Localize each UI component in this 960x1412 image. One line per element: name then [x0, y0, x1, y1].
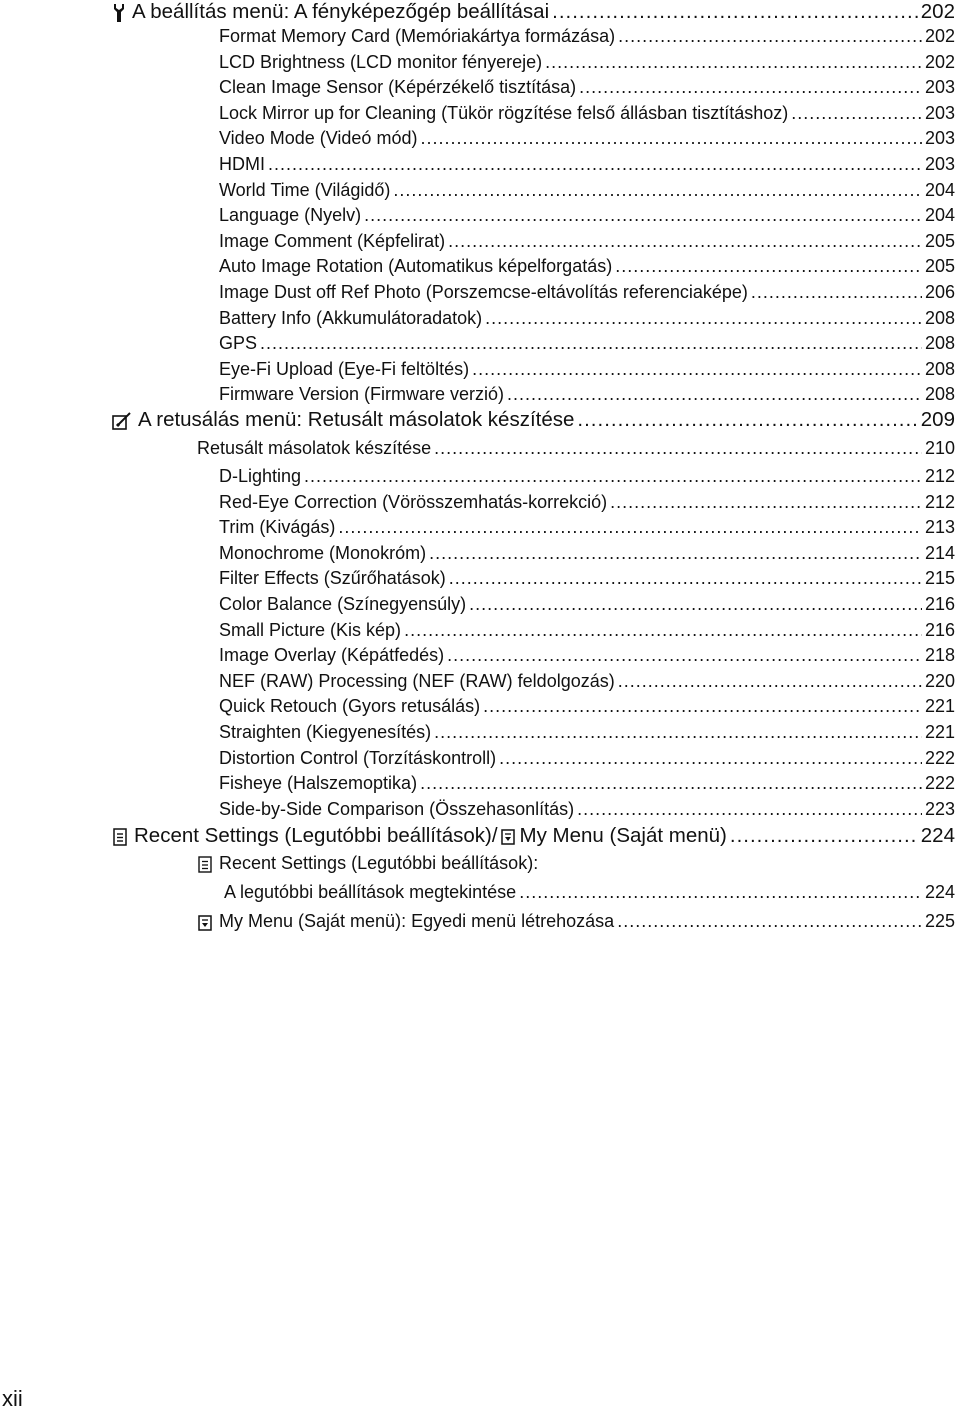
toc-item-label: GPS	[219, 333, 258, 354]
toc-item-label: World Time (Világidő)	[219, 179, 391, 200]
toc-item[interactable]	[219, 671, 955, 695]
dot-leader	[404, 620, 922, 641]
dot-leader	[577, 408, 917, 432]
toc-page-number: 204	[924, 205, 955, 226]
toc-page-number: 221	[924, 722, 955, 742]
dot-leader	[499, 748, 922, 769]
toc-section-setup-menu[interactable]	[112, 0, 955, 26]
toc-item-label: Quick Retouch (Gyors retusálás)	[219, 696, 481, 717]
dot-leader	[617, 911, 922, 932]
toc-item[interactable]	[219, 466, 955, 490]
dot-leader	[448, 231, 922, 252]
dot-leader	[577, 799, 922, 820]
dot-leader	[507, 384, 922, 405]
toc-item-label: Color Balance (Színegyensúly)	[219, 594, 467, 614]
toc-item-label: Side-by-Side Comparison (Összehasonlítás)	[219, 798, 575, 819]
toc-item-label: Lock Mirror up for Cleaning (Tükör rögzítése felső állásban tisztításhoz)	[219, 102, 789, 123]
dot-leader	[545, 52, 922, 73]
toc-item[interactable]	[219, 52, 955, 76]
toc-page-number: 203	[924, 128, 955, 149]
toc-item[interactable]	[219, 594, 955, 618]
toc-item-label: Straighten (Kiegyenesítés)	[219, 722, 432, 742]
toc-page-number: 212	[924, 491, 955, 512]
toc-page-number: 215	[924, 568, 955, 589]
page-number: xii	[2, 1386, 23, 1411]
toc-page-number: 208	[924, 358, 955, 379]
toc-subheading-recent-settings[interactable]	[197, 853, 955, 877]
toc-item[interactable]	[219, 231, 955, 255]
toc-item-label: My Menu (Saját menü): Egyedi menü létrehozása	[219, 911, 615, 931]
dot-leader	[519, 882, 922, 903]
toc-page-number: 212	[924, 466, 955, 486]
toc-page-number: 220	[924, 670, 955, 691]
toc-item[interactable]	[219, 128, 955, 152]
dot-leader	[434, 438, 922, 459]
toc-item[interactable]	[219, 722, 955, 746]
toc-page-number: 223	[924, 798, 955, 819]
toc-item[interactable]	[219, 696, 955, 720]
toc-item-label: D-Lighting	[219, 466, 302, 486]
dot-leader	[579, 77, 922, 98]
toc-section-title-part2: My Menu (Saját menü)	[519, 824, 727, 847]
toc-item-my-menu[interactable]	[197, 911, 955, 935]
toc-subheading-retouch[interactable]	[197, 438, 955, 462]
toc-page-number: 224	[924, 882, 955, 902]
dot-leader	[429, 543, 922, 564]
dot-leader	[364, 205, 922, 226]
toc-item-label: Format Memory Card (Memóriakártya formázása)	[219, 26, 616, 46]
dot-leader	[730, 824, 918, 848]
dot-leader	[615, 256, 922, 277]
toc-item-label: Retusált másolatok készítése	[197, 438, 432, 458]
toc-item-label: Video Mode (Videó mód)	[219, 128, 418, 149]
recent-icon	[197, 856, 213, 874]
toc-page-number: 208	[924, 333, 955, 354]
toc-item-label: Language (Nyelv)	[219, 205, 362, 226]
toc-page-number: 210	[924, 438, 955, 458]
toc-item-label: Image Overlay (Képátfedés)	[219, 645, 445, 666]
toc-section-recent-mymenu[interactable]	[112, 824, 955, 850]
toc-item-label: LCD Brightness (LCD monitor fényereje)	[219, 51, 543, 72]
toc-item-recent-settings-view[interactable]	[224, 882, 955, 906]
toc-section-retouch-menu[interactable]	[112, 408, 955, 434]
toc-page-number: 222	[924, 747, 955, 768]
toc-item-label: NEF (RAW) Processing (NEF (RAW) feldolgozás)	[219, 670, 615, 691]
toc-item-label: Battery Info (Akkumulátoradatok)	[219, 307, 483, 328]
dot-leader	[420, 128, 921, 149]
dot-leader	[552, 0, 918, 24]
toc-item[interactable]	[219, 748, 955, 772]
mymenu-icon	[500, 828, 516, 846]
toc-item[interactable]	[219, 256, 955, 280]
toc-page-number: 203	[924, 77, 955, 98]
toc-item-label: Recent Settings (Legutóbbi beállítások):	[219, 853, 539, 873]
toc-page-number: 222	[924, 773, 955, 794]
dot-leader	[268, 154, 922, 175]
toc-item[interactable]	[219, 26, 955, 50]
toc-item-label: Monochrome (Monokróm)	[219, 542, 427, 563]
toc-section-title-part1: Recent Settings (Legutóbbi beállítások)/	[134, 824, 498, 847]
toc-item[interactable]	[219, 333, 955, 357]
dot-leader	[304, 466, 922, 487]
toc-item-label: Auto Image Rotation (Automatikus képelforgatás)	[219, 256, 613, 277]
dot-leader	[472, 359, 922, 380]
toc-item[interactable]	[219, 492, 955, 516]
toc-item-label: HDMI	[219, 154, 265, 174]
toc-page-number: 213	[924, 517, 955, 538]
toc-page-number: 208	[924, 307, 955, 328]
toc-item-label: Clean Image Sensor (Képérzékelő tisztítása)	[219, 77, 577, 98]
toc-page-number: 225	[924, 911, 955, 931]
dot-leader	[618, 671, 922, 692]
toc-item-label: Eye-Fi Upload (Eye-Fi feltöltés)	[219, 358, 470, 379]
toc-page-number: 206	[924, 282, 955, 302]
toc-item[interactable]	[219, 799, 955, 823]
toc-item-label: Image Dust off Ref Photo (Porszemcse-eltávolítás referenciaképe)	[219, 282, 748, 302]
toc-section-title: A beállítás menü: A fényképezőgép beállításai	[132, 0, 550, 23]
recent-icon	[112, 827, 128, 847]
toc-page-number: 216	[924, 619, 955, 640]
toc-item[interactable]	[219, 77, 955, 101]
toc-item[interactable]	[219, 620, 955, 644]
dot-leader	[260, 333, 922, 354]
toc-page-number: 203	[924, 154, 955, 174]
toc-item[interactable]	[219, 103, 955, 127]
retouch-icon	[112, 411, 132, 431]
toc-page-number: 202	[920, 0, 955, 23]
toc-item[interactable]	[219, 568, 955, 592]
toc-item-label: Distortion Control (Torzításkontroll)	[219, 747, 497, 768]
dot-leader	[420, 773, 922, 794]
toc-item[interactable]	[219, 517, 955, 541]
toc-page-number: 203	[924, 102, 955, 123]
dot-leader	[447, 645, 922, 666]
dot-leader	[449, 568, 922, 589]
toc-section-title: A retusálás menü: Retusált másolatok készítése	[138, 408, 575, 431]
dot-leader	[610, 492, 922, 513]
toc-page-number: 202	[924, 51, 955, 72]
toc-item-label: Firmware Version (Firmware verzió)	[219, 384, 505, 405]
dot-leader	[791, 103, 922, 124]
toc-item[interactable]	[219, 543, 955, 567]
toc-item-label: A legutóbbi beállítások megtekintése	[224, 882, 517, 902]
toc-page-number: 205	[924, 230, 955, 251]
dot-leader	[338, 517, 922, 538]
toc-item[interactable]	[219, 384, 955, 408]
toc-item-label: Fisheye (Halszemoptika)	[219, 773, 418, 794]
toc-page-number: 204	[924, 179, 955, 200]
toc-page-number: 208	[924, 384, 955, 405]
dot-leader	[618, 26, 922, 47]
toc-item-label: Red-Eye Correction (Vörösszemhatás-korrekció)	[219, 491, 608, 512]
dot-leader	[393, 180, 922, 201]
toc-item[interactable]	[219, 773, 955, 797]
toc-page-number: 214	[924, 542, 955, 563]
toc-page-number: 224	[920, 824, 955, 847]
toc-page-number: 202	[924, 26, 955, 46]
mymenu-icon	[197, 914, 213, 932]
toc-page-number: 205	[924, 256, 955, 277]
dot-leader	[483, 696, 922, 717]
toc-item[interactable]	[219, 645, 955, 669]
wrench-icon	[112, 3, 126, 23]
toc-item[interactable]	[219, 205, 955, 229]
toc-item-label: Filter Effects (Szűrőhatások)	[219, 568, 446, 589]
toc-item-label: Small Picture (Kis kép)	[219, 619, 402, 640]
toc-item[interactable]	[219, 359, 955, 383]
dot-leader	[751, 282, 922, 303]
toc-page-number: 218	[924, 645, 955, 666]
toc-item-label: Image Comment (Képfelirat)	[219, 230, 446, 251]
toc-item[interactable]	[219, 154, 955, 178]
toc-page-number: 221	[924, 696, 955, 717]
toc-item[interactable]	[219, 308, 955, 332]
toc-page-number: 209	[920, 408, 955, 431]
toc-item[interactable]	[219, 180, 955, 204]
dot-leader	[434, 722, 922, 743]
dot-leader	[485, 308, 922, 329]
toc-item[interactable]	[219, 282, 955, 306]
dot-leader	[469, 594, 922, 615]
toc-item-label: Trim (Kivágás)	[219, 517, 336, 538]
toc-page-number: 216	[924, 594, 955, 614]
